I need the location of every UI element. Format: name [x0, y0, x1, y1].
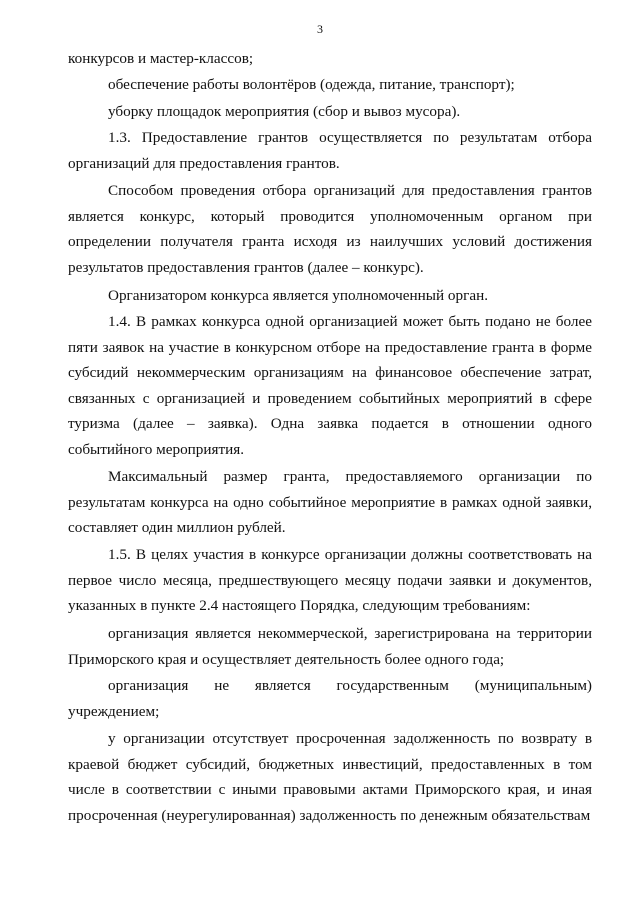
- paragraph-6: Организатором конкурса является уполномоченный орган.: [108, 287, 489, 304]
- paragraph-9: 1.5. В целях участия в конкурсе организации должны соответствовать на первое число месяца, предшествующего месяцу подачи заявки и документов, указанных в пункте 2.4 настоящего Порядка, следующим требованиям:: [68, 546, 592, 615]
- paragraph-8: Максимальный размер гранта, предоставляемого организации по результатам конкурса на одно событийное мероприятие в рамках одной заявки, составляет один миллион рублей.: [68, 468, 592, 537]
- paragraph-11: организация не является государственным (муниципальным) учреждением;: [68, 677, 592, 720]
- paragraph-12: у организации отсутствует просроченная задолженность по возврату в краевой бюджет субсидий, бюджетных инвестиций, предоставленных в том числе в соответствии с иными правовыми актами Приморского края, и иная просроченная (неурегулированная) задолженность по денежным обязательствам: [68, 730, 592, 824]
- paragraph-5: Способом проведения отбора организаций для предоставления грантов является конкурс, который проводится уполномоченным органом при определении получателя гранта исходя из наилучших условий достижения результатов предоставления грантов (далее – конкурс).: [68, 182, 592, 276]
- paragraph-10: организация является некоммерческой, зарегистрирована на территории Приморского края и осуществляет деятельность более одного года;: [68, 625, 592, 668]
- paragraph-1: конкурсов и мастер-классов;: [68, 50, 254, 67]
- paragraph-7: 1.4. В рамках конкурса одной организацией может быть подано не более пяти заявок на участие в конкурсном отборе на предоставление гранта в форме субсидий некоммерческим организациям на финансовое обеспечение затрат, связанных с организацией и проведением событийных мероприятий в сфере туризма (далее – заявка). Одна заявка подается в отношении одного событийного мероприятия.: [68, 313, 592, 458]
- paragraph-4: 1.3. Предоставление грантов осуществляется по результатам отбора организаций для предоставления грантов.: [68, 129, 592, 172]
- paragraph-3: уборку площадок мероприятия (сбор и вывоз мусора).: [108, 103, 461, 120]
- page-number: 3: [317, 22, 323, 36]
- paragraph-2: обеспечение работы волонтёров (одежда, питание, транспорт);: [108, 76, 515, 93]
